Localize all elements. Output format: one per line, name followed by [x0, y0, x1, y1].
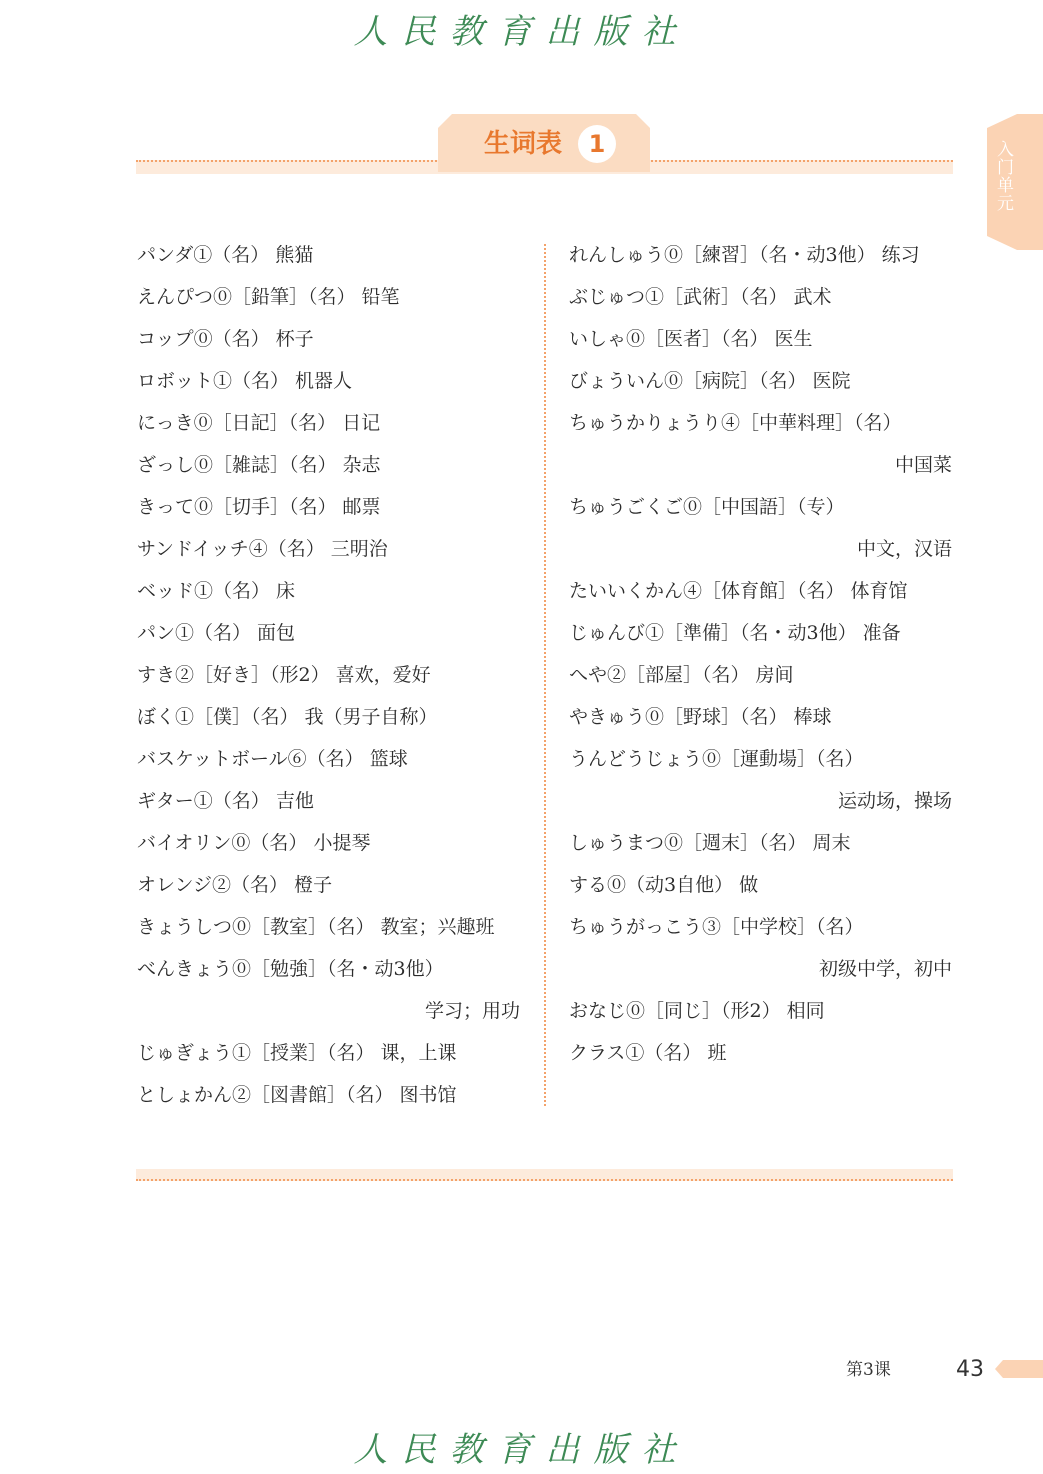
vocab-entry: オレンジ②（名） 橙子 — [137, 874, 333, 896]
vocab-entry: うんどうじょう⓪［運動場］（名） — [569, 748, 864, 770]
vocab-entry: おなじ⓪［同じ］（形2） 相同 — [569, 1000, 825, 1022]
vocab-entry: じゅぎょう①［授業］（名） 课，上课 — [137, 1042, 457, 1064]
vocab-entry: ちゅうがっこう③［中学校］（名） — [569, 916, 864, 938]
vocab-entry: ぶじゅつ①［武術］（名） 武术 — [569, 286, 832, 308]
vocab-entry: にっき⓪［日記］（名） 日记 — [137, 412, 381, 434]
vocab-entry: クラス①（名） 班 — [569, 1042, 727, 1064]
lesson-label: 第3课 — [846, 1360, 891, 1380]
page-number: 43 — [956, 1357, 984, 1382]
vocab-column-left — [137, 234, 520, 1116]
vocab-entry: コップ⓪（名） 杯子 — [137, 328, 314, 350]
vocab-entry: きょうしつ⓪［教室］（名） 教室；兴趣班 — [137, 916, 495, 938]
vocab-entry: いしゃ⓪［医者］（名） 医生 — [569, 328, 813, 350]
vocab-entry: えんぴつ⓪［鉛筆］（名） 铅笔 — [137, 286, 400, 308]
vocab-column-right — [569, 234, 952, 1074]
page-title: 生词表 — [484, 129, 563, 159]
vocab-entry: ロボット①（名） 机器人 — [137, 370, 353, 392]
page-tab-marker — [995, 1360, 1043, 1378]
publisher-logo-top: 人民教育出版社 — [353, 12, 690, 52]
vocab-entry-continuation: 初级中学，初中 — [818, 958, 952, 980]
vocab-entry: ちゅうごくご⓪［中国語］（专） — [569, 496, 845, 518]
vocab-entry: すき②［好き］（形2） 喜欢，爱好 — [137, 664, 431, 686]
vocab-entry: ギター①（名） 吉他 — [137, 790, 314, 812]
vocab-entry: べんきょう⓪［勉強］（名・动3他） — [137, 958, 444, 980]
vocab-entry: ざっし⓪［雑誌］（名） 杂志 — [137, 454, 381, 476]
vocab-entry-continuation: 运动场，操场 — [837, 790, 952, 812]
side-tab-label: 入门单元 — [993, 140, 1013, 212]
vocab-entry: じゅんび①［準備］（名・动3他） 准备 — [569, 622, 901, 644]
vocab-entry: バイオリン⓪（名） 小提琴 — [137, 832, 371, 854]
title-number-badge: 1 — [578, 125, 616, 163]
vocab-entry: しゅうまつ⓪［週末］（名） 周末 — [569, 832, 851, 854]
bottom-band — [136, 1169, 953, 1181]
vocab-entry: へや②［部屋］（名） 房间 — [569, 664, 794, 686]
vocab-entry-continuation: 学习；用功 — [424, 1000, 520, 1022]
vocab-entry: パンダ①（名） 熊猫 — [137, 244, 314, 266]
vocab-entry: バスケットボール⑥（名） 篮球 — [137, 748, 408, 770]
vocab-entry: ベッド①（名） 床 — [137, 580, 296, 602]
vocab-entry: としょかん②［図書館］（名） 图书馆 — [137, 1084, 457, 1106]
vocab-entry: ちゅうかりょうり④［中華料理］（名） — [569, 412, 902, 434]
vocab-entry: ぼく①［僕］（名） 我（男子自称） — [137, 706, 438, 728]
vocab-entry: れんしゅう⓪［練習］（名・动3他） 练习 — [569, 244, 920, 266]
publisher-logo-bottom: 人民教育出版社 — [353, 1430, 690, 1470]
vocab-entry: パン①（名） 面包 — [137, 622, 296, 644]
vocab-entry: する⓪（动3自他） 做 — [569, 874, 759, 896]
vocab-entry-continuation: 中国菜 — [894, 454, 952, 476]
vocab-entry: サンドイッチ④（名） 三明治 — [137, 538, 388, 560]
vocab-entry-continuation: 中文，汉语 — [856, 538, 952, 560]
vocab-entry: きって⓪［切手］（名） 邮票 — [137, 496, 381, 518]
vocab-entry: たいいくかん④［体育館］（名） 体育馆 — [569, 580, 908, 602]
vocab-entry: やきゅう⓪［野球］（名） 棒球 — [569, 706, 832, 728]
vocab-entry: びょういん⓪［病院］（名） 医院 — [569, 370, 851, 392]
column-divider — [544, 244, 546, 1106]
